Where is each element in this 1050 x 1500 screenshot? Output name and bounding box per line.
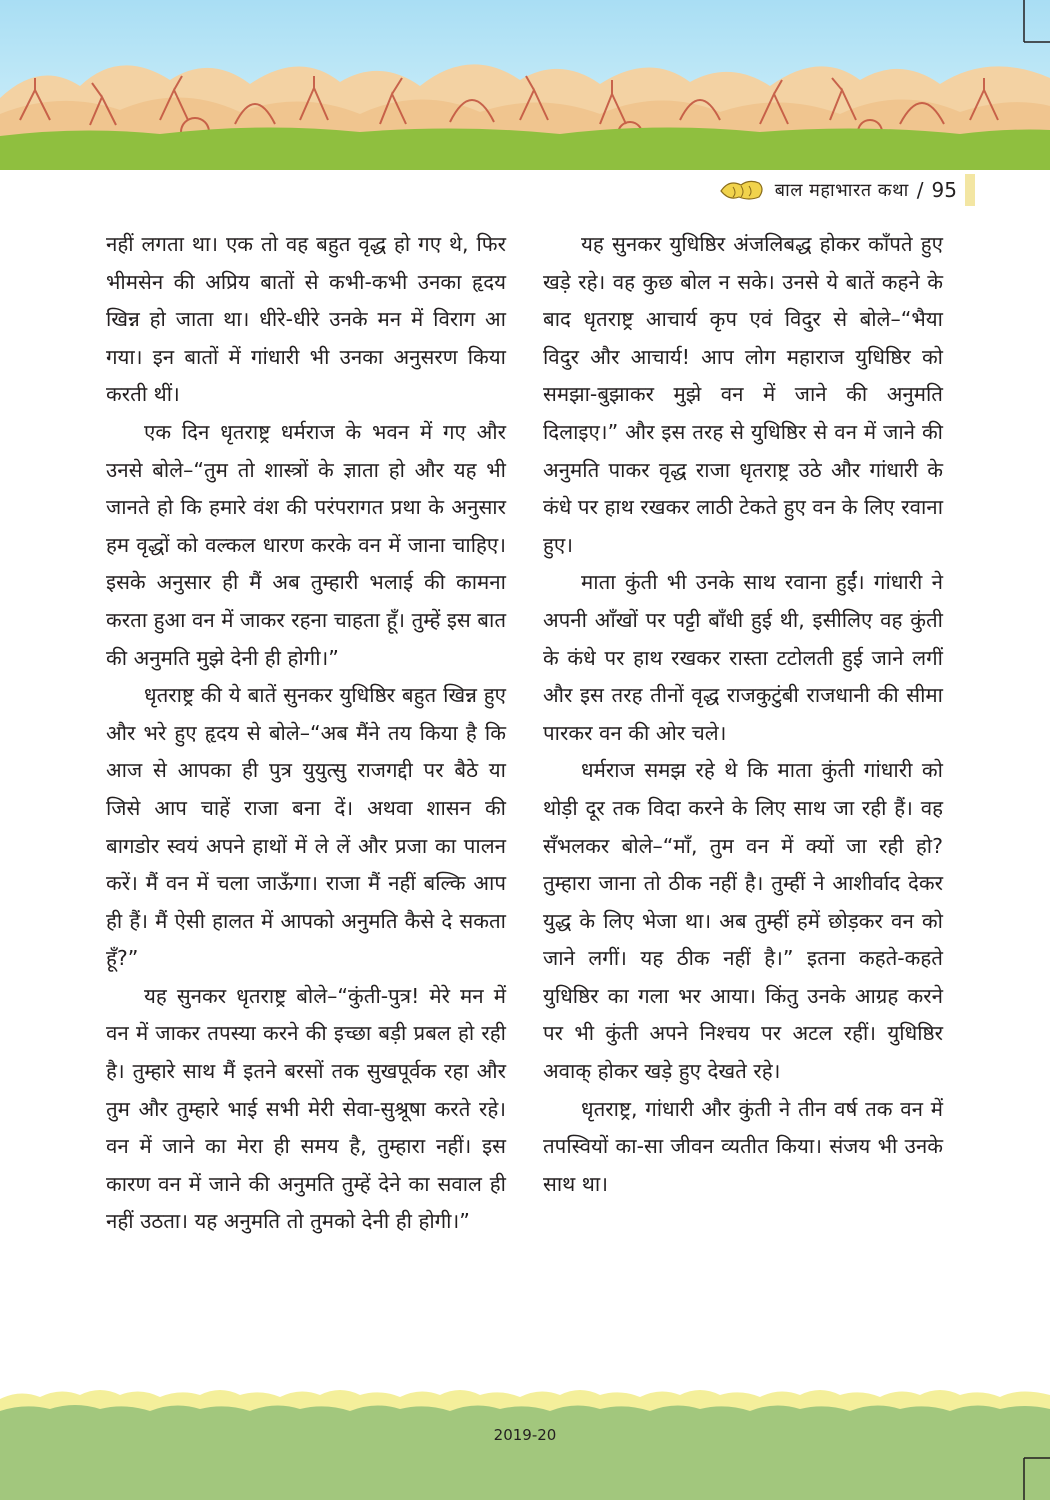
crop-mark-bottom [1010,1450,1050,1500]
book-title: बाल महाभारत कथा [774,180,909,201]
paragraph: माता कुंती भी उनके साथ रवाना हुईं। गांधारी ने अपनी आँखों पर पट्टी बाँधी हुई थी, इसीलिए वह कुंती के कंधे पर हाथ रखकर रास्ता टटोलती हुई जाने लगीं और इस तरह तीनों वृद्ध राजकुटुंबी राजधानी की सीमा पारकर वन की ओर चले। [543,570,943,745]
crop-mark-top [1010,0,1050,50]
page-tab-bar [965,174,975,206]
page-number: 95 [931,178,957,202]
paragraph: यह सुनकर धृतराष्ट्र बोले–“कुंती-पुत्र! मेरे मन में वन में जाकर तपस्या करने की इच्छा बड़ी प्रबल हो रही है। तुम्हारे साथ मैं इतने बरसों तक सुखपूर्वक रहा और तुम और तुम्हारे भाई सभी मेरी सेवा-सुश्रूषा करते रहे। वन में जाने का मेरा ही समय है, तुम्हारा नहीं। इस कारण वन में जाने की अनुमति तुम्हें देने का सवाल ही नहीं उठता। यह अनुमति तो तुमको देनी ही होगी।” [106,983,506,1234]
paragraph: धर्मराज समझ रहे थे कि माता कुंती गांधारी को थोड़ी दूर तक विदा करने के लिए साथ जा रही हैं। वह सँभलकर बोले–“माँ, तुम वन में क्यों जा रही हो? तुम्हारा जाना तो ठीक नहीं है। तुम्हीं ने आशीर्वाद देकर युद्ध के लिए भेजा था। अब तुम्हीं हमें छोड़कर वन को जाने लगीं। यह ठीक नहीं है।” इतना कहते-कहते युधिष्ठिर का गला भर आया। किंतु उनके आग्रह करने पर भी कुंती अपने निश्चय पर अटल रहीं। युधिष्ठिर अवाक् होकर खड़े हुए देखते रहे। [543,758,943,1084]
paragraph: धृतराष्ट्र, गांधारी और कुंती ने तीन वर्ष तक वन में तपस्वियों का-सा जीवन व्यतीत किया। संजय भी उनके साथ था। [543,1096,943,1196]
edition-year: 2019-20 [493,1426,557,1444]
running-head [719,174,975,206]
paragraph: एक दिन धृतराष्ट्र धर्मराज के भवन में गए और उनसे बोले–“तुम तो शास्त्रों के ज्ञाता हो और यह भी जानते हो कि हमारे वंश की परंपरागत प्रथा के अनुसार हम वृद्धों को वल्कल धारण करके वन में जाना चाहिए। इसके अनुसार ही मैं अब तुम्हारी भलाई की कामना करता हुआ वन में जाकर रहना चाहता हूँ। तुम्हें इस बात की अनुमति मुझे देनी ही होगी।” [106,419,507,670]
paragraph: धृतराष्ट्र की ये बातें सुनकर युधिष्ठिर बहुत खिन्न हुए और भरे हुए हृदय से बोले–“अब मैंने तय किया है कि आज से आपका ही पुत्र युयुत्सु राजगद्दी पर बैठे या जिसे आप चाहें राजा बना दें। अथवा शासन की बागडोर स्वयं अपने हाथों में ले लें और प्रजा का पालन करें। मैं वन में चला जाऊँगा। राजा मैं नहीं बल्कि आप ही हैं। मैं ऐसी हालत में आपको अनुमति कैसे दे सकता हूँ?” [106,683,506,971]
left-text-column [106,226,506,1241]
header-battle-illustration [0,40,1050,170]
title-separator: / [916,178,924,202]
book-ornament-icon [719,177,767,203]
paragraph: यह सुनकर युधिष्ठिर अंजलिबद्ध होकर काँपते हुए खड़े रहे। वह कुछ बोल न सके। उनसे ये बातें कहने के बाद धृतराष्ट्र आचार्य कृप एवं विदुर से बोले–“भैया विदुर और आचार्य! आप लोग महाराज युधिष्ठिर को समझा-बुझाकर मुझे वन में जाने की अनुमति दिलाइए।” और इस तरह से युधिष्ठिर से वन में जाने की अनुमति पाकर वृद्ध राजा धृतराष्ट्र उठे और गांधारी के कंधे पर हाथ रखकर लाठी टेकते हुए वन के लिए रवाना हुए। [543,232,943,557]
right-text-column [543,226,943,1203]
paragraph: नहीं लगता था। एक तो वह बहुत वृद्ध हो गए थे, फिर भीमसेन की अप्रिय बातों से कभी-कभी उनका हृदय खिन्न हो जाता था। धीरे-धीरे उनके मन में विराग आ गया। इन बातों में गांधारी भी उनका अनुसरण किया करती थीं। [106,232,506,407]
